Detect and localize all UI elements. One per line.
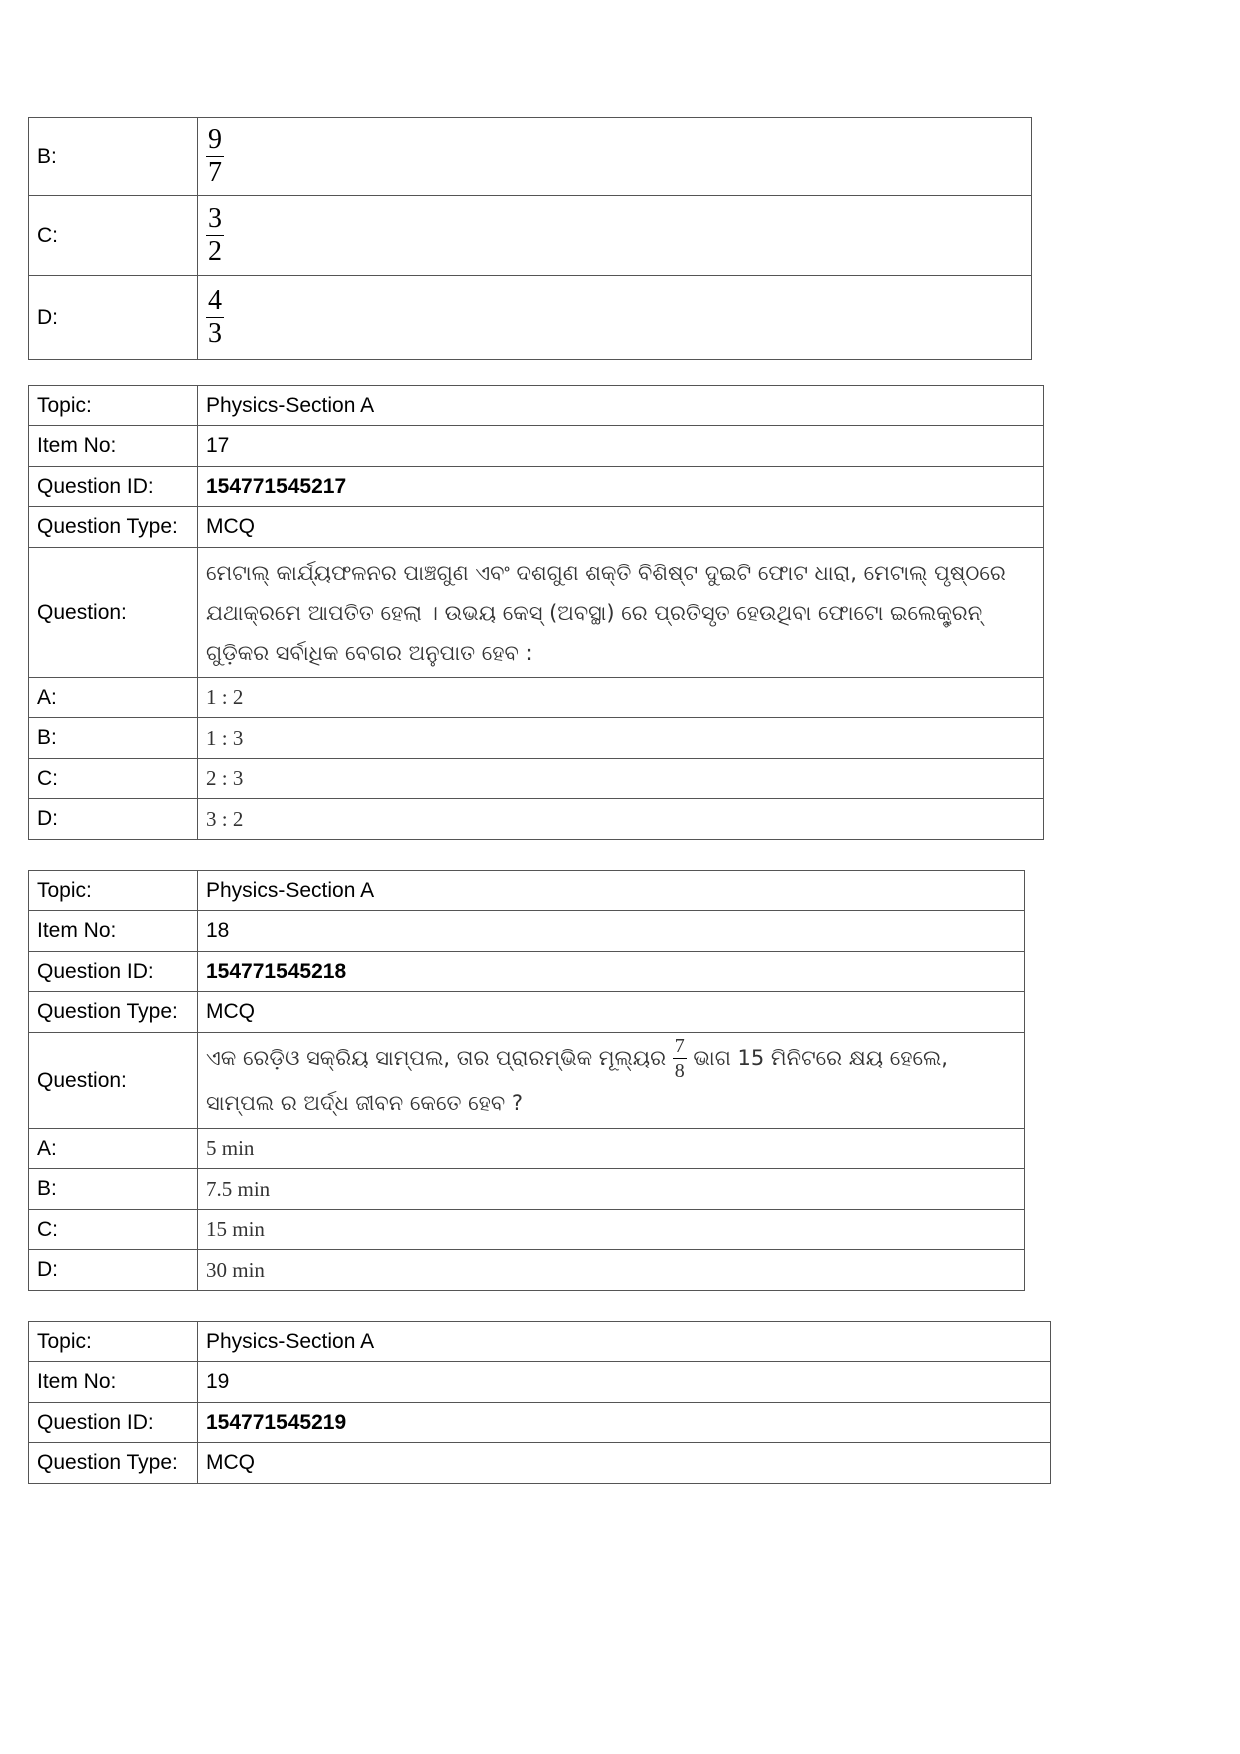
- question-table-19: [28, 1321, 1051, 1484]
- question-id-value: 154771545219: [198, 1403, 1051, 1443]
- question-id-label: Question ID:: [29, 467, 198, 507]
- fraction: $\frac{3}{2}$: [208, 203, 222, 267]
- item-no-label: Item No:: [29, 911, 198, 952]
- option-c-value: 2 : 3: [198, 759, 1044, 799]
- options-table-q16: [28, 117, 1032, 360]
- option-d-label: D:: [29, 1250, 198, 1291]
- option-b-value: 7.5 min: [198, 1169, 1025, 1210]
- option-b-label: B:: [29, 1169, 198, 1210]
- option-label: D:: [29, 276, 198, 360]
- option-a-value: 1 : 2: [198, 678, 1044, 718]
- option-a-label: A:: [29, 678, 198, 718]
- option-a-label: A:: [29, 1129, 198, 1169]
- question-text-post: ଭାଗ 15 ମିନିଟରେ କ୍ଷୟ ହେଲେ, ସାମ୍ପଲ ର ଅର୍ଦ୍ଧ ଜୀବନ କେତେ ହେବ ?: [206, 1045, 948, 1116]
- topic-value: Physics-Section A: [198, 386, 1044, 426]
- question-text: ମେଟାଲ୍ କାର୍ଯ୍ୟଫଳନର ପାଞ୍ଚଗୁଣ ଏବଂ ଦଶଗୁଣ ଶକ୍ତି ବିଶିଷ୍ଟ ଦୁଇଟି ଫୋଟ ଧାରା, ମେଟାଲ୍ ପୃଷ୍ଠରେ ଯଥାକ୍ରମେ ଆପତିତ ହେଲା । ଉଭୟ କେସ୍ (ଅବସ୍ଥା) ରେ ପ୍ରତିସୃତ ହେଉଥିବା ଫୋଟୋ ଇଲେକ୍ଟ୍ରନ୍ ଗୁଡ଼ିକର ସର୍ବାଧିକ ବେଗର ଅନୁପାତ ହେବ :: [198, 548, 1044, 678]
- option-d-label: D:: [29, 799, 198, 840]
- topic-label: Topic:: [29, 871, 198, 911]
- option-b-value: 1 : 3: [198, 718, 1044, 759]
- fraction: $\frac{7}{8}$: [674, 1035, 685, 1083]
- fraction: $\frac{9}{7}$: [208, 124, 222, 188]
- question-id-label: Question ID:: [29, 1403, 198, 1443]
- question-label: Question:: [29, 1033, 198, 1129]
- option-value: [198, 196, 1032, 276]
- topic-label: Topic:: [29, 1322, 198, 1362]
- option-label: B:: [29, 118, 198, 196]
- question-type-label: Question Type:: [29, 992, 198, 1033]
- question-id-value: 154771545217: [198, 467, 1044, 507]
- option-b-label: B:: [29, 718, 198, 759]
- option-d-value: 30 min: [198, 1250, 1025, 1291]
- question-id-label: Question ID:: [29, 952, 198, 992]
- question-table-17: [28, 385, 1044, 840]
- question-type-label: Question Type:: [29, 507, 198, 548]
- option-c-label: C:: [29, 1210, 198, 1250]
- option-label: C:: [29, 196, 198, 276]
- fraction: $\frac{4}{3}$: [208, 285, 222, 349]
- question-type-value: MCQ: [198, 507, 1044, 548]
- option-c-label: C:: [29, 759, 198, 799]
- question-label: Question:: [29, 548, 198, 678]
- item-no-value: 17: [198, 426, 1044, 467]
- topic-value: Physics-Section A: [198, 871, 1025, 911]
- question-type-value: MCQ: [198, 992, 1025, 1033]
- option-a-value: 5 min: [198, 1129, 1025, 1169]
- option-c-value: 15 min: [198, 1210, 1025, 1250]
- option-d-value: 3 : 2: [198, 799, 1044, 840]
- question-text-pre: ଏକ ରେଡ଼ିଓ ସକ୍ରିୟ ସାମ୍ପଲ, ତାର ପ୍ରାରମ୍ଭିକ ମୂଲ୍ୟର: [206, 1045, 667, 1070]
- topic-value: Physics-Section A: [198, 1322, 1051, 1362]
- question-id-value: 154771545218: [198, 952, 1025, 992]
- topic-label: Topic:: [29, 386, 198, 426]
- option-value: [198, 276, 1032, 360]
- option-value: [198, 118, 1032, 196]
- item-no-value: 19: [198, 1362, 1051, 1403]
- question-type-value: MCQ: [198, 1443, 1051, 1484]
- item-no-label: Item No:: [29, 1362, 198, 1403]
- item-no-value: 18: [198, 911, 1025, 952]
- question-text: [198, 1033, 1025, 1129]
- question-type-label: Question Type:: [29, 1443, 198, 1484]
- question-table-18: [28, 870, 1025, 1291]
- item-no-label: Item No:: [29, 426, 198, 467]
